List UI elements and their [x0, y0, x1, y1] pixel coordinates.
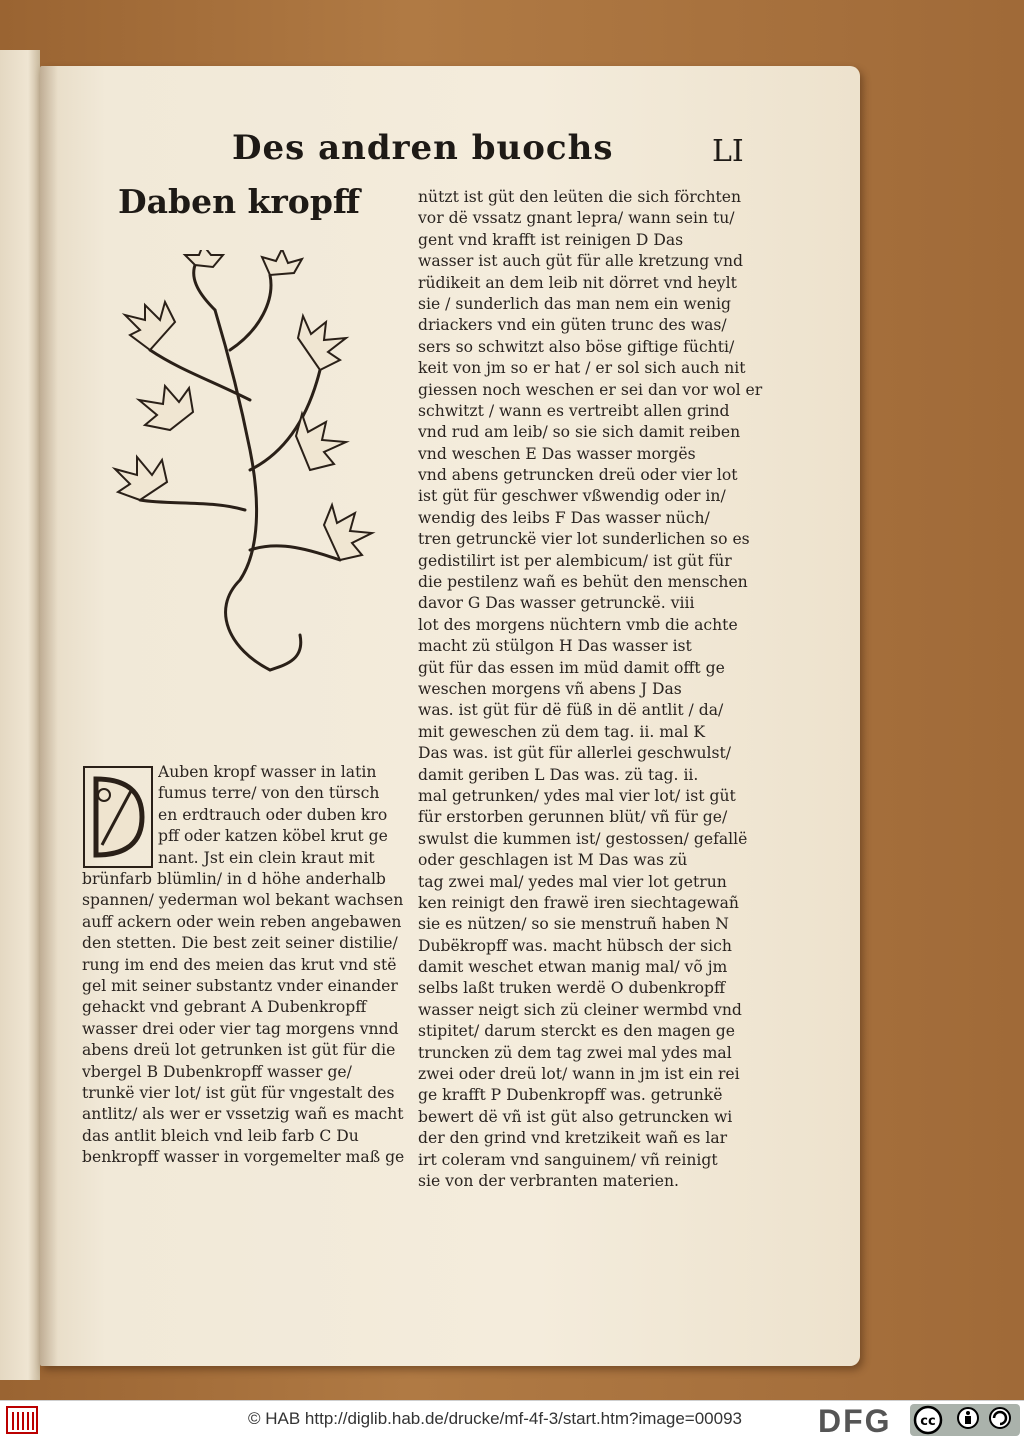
footer-permalink[interactable]: © HAB http://diglib.hab.de/drucke/mf-4f-3/start.htm?image=00093 [248, 1409, 742, 1428]
text-line: sie / sunderlich das man nem ein wenig [418, 294, 731, 313]
text-line: sie es nützen/ so sie menstruñ haben N [418, 915, 729, 934]
text-line: abens dreü lot getrunken ist güt für die [82, 1041, 396, 1060]
text-line: driackers vnd ein güten trunc des was/ [418, 316, 727, 335]
text-line: trunkë vier lot/ ist güt für vngestalt des [82, 1083, 395, 1102]
text-line: sie von der verbranten materien. [418, 1171, 680, 1190]
text-line: wasser ist auch güt für alle kretzung vnd [418, 252, 743, 271]
text-line: bewert dë vñ ist güt also getruncken wi [418, 1107, 733, 1126]
text-line: gel mit seiner substantz vnder einander [82, 976, 398, 995]
text-line: davor G Das wasser getrunckë. viii [418, 594, 695, 613]
text-line: den stetten. Die best zeit seiner distilie/ [82, 934, 398, 953]
text-line: ken reinigt den frawë iren siechtagewañ [418, 893, 739, 912]
text-line: sers so schwitzt also böse giftige füchti/ [418, 337, 735, 356]
text-line: irt coleram vnd sanguinem/ vñ reinigt [418, 1150, 718, 1169]
text-line: nant. Jst ein clein kraut mit [158, 848, 375, 867]
text-line: vbergel B Dubenkropff wasser ge/ [82, 1062, 352, 1081]
text-line: giessen noch weschen er sei dan vor wol er [418, 380, 763, 399]
left-text-column-beside-initial [158, 762, 406, 869]
text-line: wasser drei oder vier tag morgens vnnd [82, 1019, 399, 1038]
text-line: für erstorben gerunnen blüt/ vñ für ge/ [418, 808, 728, 827]
viewer-footer [0, 1400, 1024, 1440]
text-line: wendig des leibs F Das wasser nüch/ [418, 508, 710, 527]
text-line: die pestilenz wañ es behüt den menschen [418, 573, 748, 592]
text-line: wasser neigt sich zü cleiner wermbd vnd [418, 1000, 742, 1019]
text-line: rüdikeit an dem leib nit dörret vnd heylt [418, 273, 737, 292]
hab-logo-icon [6, 1406, 38, 1434]
text-line: rung im end des meien das krut vnd stë [82, 955, 397, 974]
text-line: mal getrunken/ ydes mal vier lot/ ist güt [418, 786, 736, 805]
text-line: brünfarb blümlin/ in d höhe anderhalb [82, 870, 386, 888]
text-line: en erdtrauch oder duben kro [158, 805, 388, 824]
text-line: lot des morgens nüchtern vmb die achte [418, 615, 738, 634]
text-line: vnd weschen E Das wasser morgës [418, 444, 696, 463]
left-text-column [82, 869, 406, 1168]
text-line: damit weschet etwan manig mal/ võ jm [418, 958, 728, 977]
text-line: vnd rud am leib/ so sie sich damit reiben [418, 423, 741, 442]
text-line: Das was. ist güt für allerlei geschwulst/ [418, 744, 732, 763]
text-line: was. ist güt für dë füß in dë antlit / da/ [418, 701, 724, 720]
folio-number: LI [712, 134, 744, 169]
text-line: güt für das essen im müd damit offt ge [418, 658, 725, 677]
text-line: auff ackern oder wein reben angebawen [82, 912, 402, 931]
decorated-initial-d [82, 765, 154, 869]
running-head: Des andren buochs [232, 128, 614, 168]
text-line: tag zwei mal/ yedes mal vier lot getrun [418, 872, 727, 891]
text-line: Dubëkropff was. macht hübsch der sich [418, 936, 732, 955]
text-line: damit geriben L Das was. zü tag. ii. [418, 765, 699, 784]
text-line: das antlit bleich vnd leib farb C Du [82, 1126, 359, 1145]
text-line: nützt ist güt den leüten die sich förchten [418, 188, 742, 206]
text-line: weschen morgens vñ abens J Das [418, 679, 682, 698]
text-line: antlitz/ als wer er vssetzig wañ es macht [82, 1105, 404, 1124]
text-line: der den grind vnd kretzikeit wañ es lar [418, 1129, 728, 1148]
text-line: gehackt vnd gebrant A Dubenkropff [82, 998, 367, 1017]
text-line: spannen/ yederman wol bekant wachsen [82, 891, 404, 910]
svg-text:cc: cc [920, 1414, 936, 1429]
text-line: stipitet/ darum sterckt es den magen ge [418, 1022, 735, 1041]
text-line: benkropff wasser in vorgemelter maß ge [82, 1148, 405, 1167]
text-line: gedistilirt ist per alembicum/ ist güt für [418, 551, 732, 570]
previous-page-edge [0, 50, 40, 1380]
text-line: swulst die kummen ist/ gestossen/ gefallë [418, 829, 748, 848]
chapter-heading: Daben kropff [118, 182, 360, 221]
right-text-column [418, 187, 773, 1192]
text-line: schwitzt / wann es vertreibt allen grind [418, 401, 730, 420]
text-line: pff oder katzen köbel krut ge [158, 827, 388, 846]
text-line: gent vnd krafft ist reinigen D Das [418, 230, 684, 249]
text-line: keit von jm so er hat / er sol sich auch nit [418, 359, 746, 378]
text-line: Auben kropf wasser in latin [158, 763, 377, 781]
text-line: truncken zü dem tag zwei mal ydes mal [418, 1043, 732, 1062]
text-line: oder geschlagen ist M Das was zü [418, 851, 688, 870]
text-line: selbs laßt truken werdë O dubenkropff [418, 979, 726, 998]
creative-commons-by-sa-icon [910, 1404, 1020, 1436]
text-line: mit geweschen zü dem tag. ii. mal K [418, 722, 705, 741]
dfg-logo: DFG [818, 1403, 892, 1439]
text-line: macht zü stülgon H Das wasser ist [418, 637, 692, 656]
text-line: vor dë vssatz gnant lepra/ wann sein tu/ [418, 209, 735, 228]
text-line: vnd abens getruncken dreü oder vier lot [418, 466, 738, 485]
text-line: fumus terre/ von den türsch [158, 784, 380, 803]
text-line: ist güt für geschwer vßwendig oder in/ [418, 487, 726, 506]
text-line: zwei oder dreü lot/ wann in jm ist ein rei [418, 1065, 740, 1084]
text-line: tren getrunckë vier lot sunderlichen so es [418, 530, 750, 549]
plant-woodcut-illustration [110, 250, 390, 690]
text-line: ge krafft P Dubenkropff was. getrunkë [418, 1086, 723, 1105]
